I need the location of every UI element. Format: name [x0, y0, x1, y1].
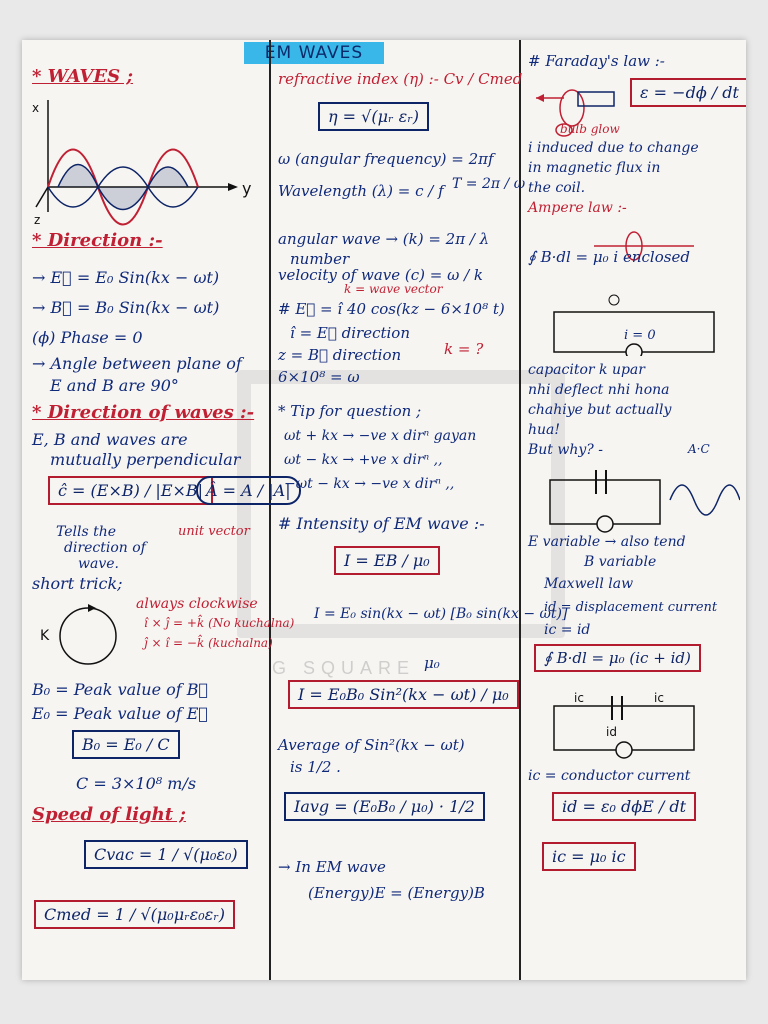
- short-trick: short trick;: [32, 574, 123, 593]
- ampere-heading: Ampere law :-: [528, 200, 627, 216]
- dir-waves-heading: * Direction of waves :-: [32, 402, 255, 423]
- eq-e: → E⃗ = E₀ Sin(kx − ωt): [32, 268, 220, 287]
- axis-y-label: y: [242, 179, 252, 198]
- ic-definition: ic = conductor current: [528, 768, 691, 784]
- faraday-heading: # Faraday's law :-: [528, 52, 665, 70]
- page-title: EM WAVES: [244, 42, 384, 64]
- em-energy-1: → In EM wave: [278, 858, 386, 876]
- ic-equals-id: ic = id: [544, 622, 591, 638]
- capacitor-line-2: nhi deflect nhi hona: [528, 382, 670, 398]
- maxwell-law: Maxwell law: [544, 576, 634, 592]
- tip-line-1: ωt + kx → −ve x dirⁿ gayan: [284, 428, 477, 444]
- ac-label: A·C: [688, 442, 710, 456]
- faraday-formula: ε = −dϕ / dt: [630, 78, 746, 107]
- k-label: K: [40, 628, 50, 644]
- cross-rule-1: î × ĵ = +k̂ (No kuchalna): [144, 616, 295, 630]
- tip-heading: * Tip for question ;: [278, 402, 422, 420]
- b0-definition: B₀ = Peak value of B⃗: [32, 680, 209, 699]
- refractive-index: refractive index (η) :- Cv / Cmed: [278, 70, 523, 88]
- tells-line-1: Tells the: [56, 524, 117, 540]
- notes-page: [22, 40, 746, 980]
- induced-line-2: in magnetic flux in: [528, 160, 661, 176]
- tip-line-2: ωt − kx → +ve x dirⁿ ,,: [284, 452, 443, 468]
- c-value: C = 3×10⁸ m/s: [76, 774, 197, 793]
- c-med-formula: Cmed = 1 / √(μ₀μᵣε₀εᵣ): [34, 900, 235, 929]
- perp-line-1: E, B and waves are: [32, 430, 188, 449]
- k-question: k = ?: [444, 340, 484, 358]
- average-line-1: Average of Sin²(kx − ωt): [278, 736, 465, 754]
- column-waves: [28, 40, 295, 980]
- direction-heading: * Direction :-: [32, 230, 163, 251]
- but-why: But why? -: [528, 442, 603, 458]
- wavelength-line: Wavelength (λ) = c / f: [278, 182, 444, 200]
- c-hat-formula: ĉ = (E×B) / |E×B|: [48, 476, 213, 505]
- iavg-formula: Iavg = (E₀B₀ / μ₀) · 1/2: [284, 792, 485, 821]
- ic-left-label: ic: [574, 691, 584, 705]
- ic-formula: ic = μ₀ ic: [542, 842, 636, 871]
- id-label: id: [606, 725, 617, 739]
- capacitor-circuit: [530, 460, 740, 540]
- always-clockwise: always clockwise: [136, 596, 258, 612]
- angular-wave-2: number: [290, 250, 350, 268]
- eq-b: → B⃗ = B₀ Sin(kx − ωt): [32, 298, 220, 317]
- tells-line-3: wave.: [78, 556, 119, 572]
- tip-line-3: −ωt − kx → −ve x dirⁿ ,,: [284, 476, 455, 492]
- z-direction: z = B⃗ direction: [278, 346, 402, 364]
- cross-rule-2: ĵ × î = −k̂ (kuchalna): [144, 636, 273, 650]
- capacitor-line-3: chahiye but actually: [528, 402, 672, 418]
- capacitor-line-4: hua!: [528, 422, 561, 438]
- eta-formula: η = √(μᵣ εᵣ): [318, 102, 429, 131]
- tells-line-2: direction of: [64, 540, 146, 556]
- velocity-line: velocity of wave (c) = ω / k: [278, 266, 484, 284]
- unit-vector-label: unit vector: [178, 524, 250, 539]
- watermark-text: G SQUARE: [272, 658, 416, 678]
- angle-line-1: → Angle between plane of: [32, 354, 242, 373]
- e-variable-line-2: B variable: [584, 554, 657, 570]
- induced-line-1: i induced due to change: [528, 140, 699, 156]
- e0-definition: E₀ = Peak value of E⃗: [32, 704, 208, 723]
- i-zero: i = 0: [624, 328, 656, 343]
- a-hat-formula: Â = A / |A|: [196, 476, 301, 505]
- induced-line-3: the coil.: [528, 180, 586, 196]
- omega-value: 6×10⁸ = ω: [278, 368, 360, 386]
- clockwise-circle: [38, 596, 138, 676]
- wave-diagram: [28, 92, 268, 242]
- k-vector-label: k = wave vector: [344, 282, 443, 296]
- b0-formula: B₀ = E₀ / C: [72, 730, 180, 759]
- intensity-sin2-formula: I = E₀B₀ Sin²(kx − ωt) / μ₀: [288, 680, 519, 709]
- waves-heading: * WAVES ;: [32, 66, 133, 87]
- displacement-circuit: [534, 688, 734, 768]
- period-line: T = 2π / ω: [452, 176, 526, 192]
- mu0-denominator: μ₀: [424, 654, 440, 672]
- axis-x-label: x: [32, 101, 40, 115]
- intensity-heading: # Intensity of EM wave :-: [278, 514, 485, 533]
- column-faraday-maxwell: [524, 40, 744, 980]
- phase: (ϕ) Phase = 0: [32, 328, 143, 347]
- i-direction: î = E⃗ direction: [290, 324, 410, 342]
- bulb-glow: bulb glow: [560, 122, 620, 136]
- angle-line-2: E and B are 90°: [50, 376, 179, 395]
- capacitor-line-1: capacitor k upar: [528, 362, 645, 378]
- e-example: # E⃗ = î 40 cos(kz − 6×10⁸ t): [278, 300, 505, 318]
- intensity-formula: I = EB / μ₀: [334, 546, 440, 575]
- average-line-2: is 1/2 .: [290, 758, 341, 776]
- e-variable-line-1: E variable → also tend: [528, 534, 686, 550]
- ampere-formula: ∮ B·dl = μ₀ i enclosed: [528, 248, 690, 266]
- id-formula: id = ε₀ dϕE / dt: [552, 792, 696, 821]
- speed-heading: Speed of light ;: [32, 804, 186, 825]
- id-definition: id = displacement current: [544, 600, 718, 615]
- em-energy-2: (Energy)E = (Energy)B: [308, 884, 485, 902]
- axis-z-label: z: [34, 213, 41, 227]
- ic-right-label: ic: [654, 691, 664, 705]
- maxwell-formula: ∮ B·dl = μ₀ (ic + id): [534, 644, 701, 672]
- intensity-expand: I = E₀ sin(kx − ωt) [B₀ sin(kx − ωt)]: [314, 606, 568, 622]
- perp-line-2: mutually perpendicular: [50, 450, 241, 469]
- angular-wave-1: angular wave → (k) = 2π / λ: [278, 230, 490, 248]
- omega-line: ω (angular frequency) = 2πf: [278, 150, 494, 168]
- c-vac-formula: Cvac = 1 / √(μ₀ε₀): [84, 840, 248, 869]
